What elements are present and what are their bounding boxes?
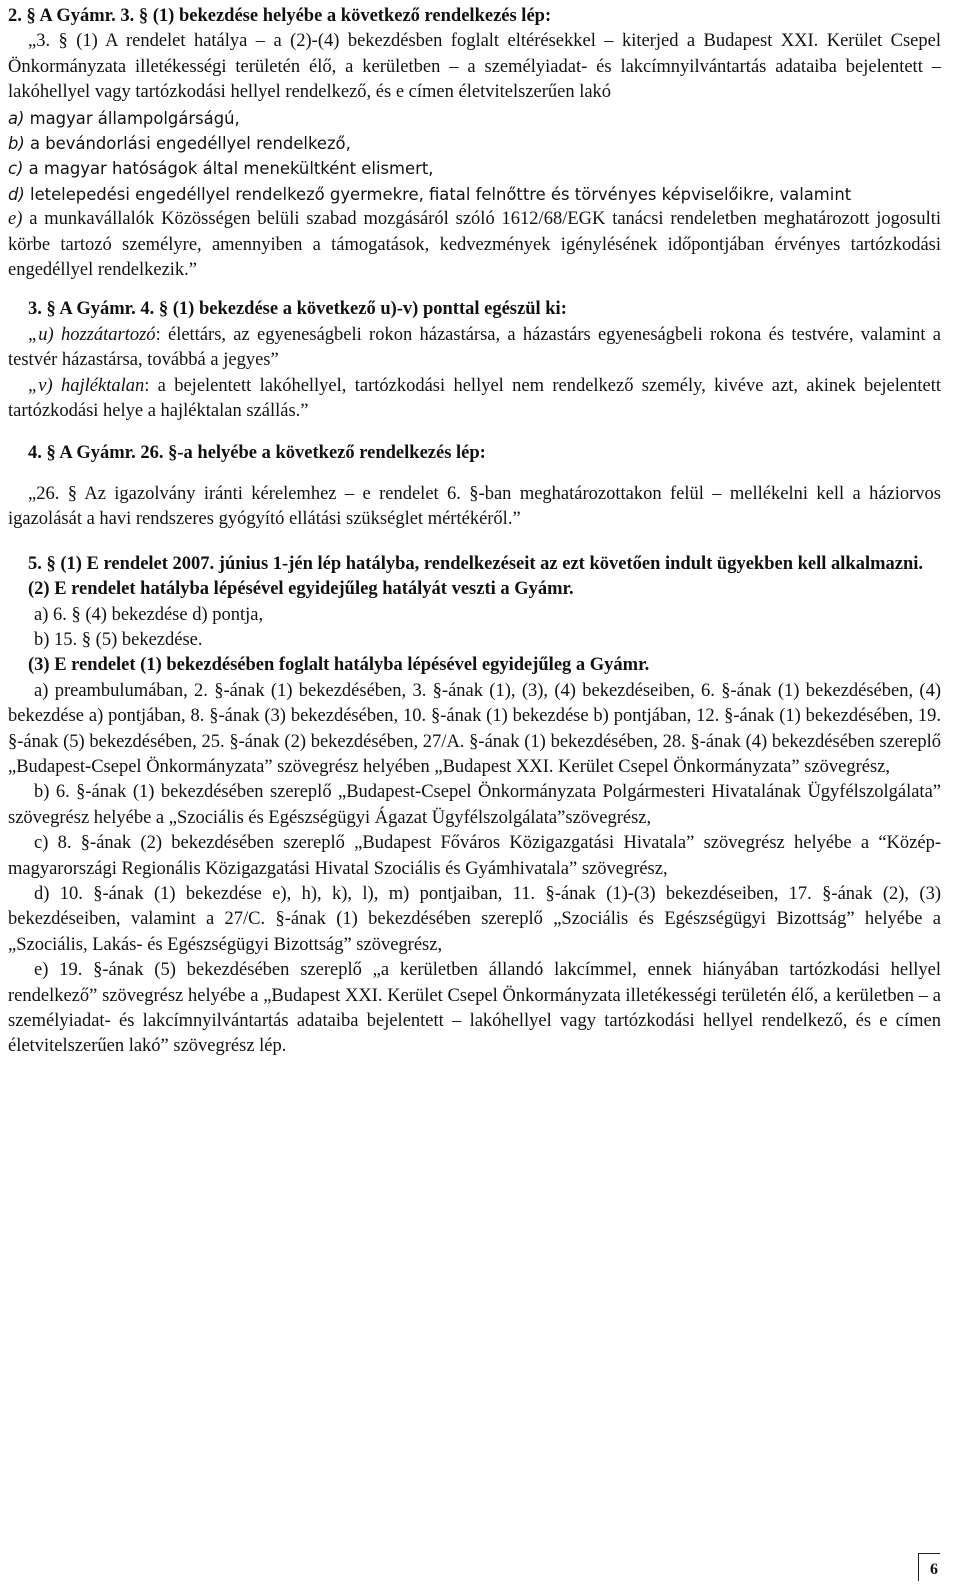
list-item-e: e) a munkavállalók Közösségen belüli szabad mozgásáról szóló 1612/68/EGK tanácsi rendeletben meghatározott jogosulti körbe tartozó személyre, amennyiben a támogatások, kedvezmények igénylésének időpontjában érvényes tartózkodási engedéllyel rendelkezik.”	[8, 209, 941, 281]
list-item-d: d) letelepedési engedéllyel rendelkező gyermekre, fiatal felnőttre és törvényes képviselőikre, valamint	[8, 184, 852, 204]
section-5-sub3: (3) E rendelet (1) bekezdésében foglalt hatályba lépésével egyidejűleg a Gyámr.	[28, 655, 650, 676]
page-number: 6	[918, 1553, 940, 1581]
sub3-item-a: a) preambulumában, 2. §-ának (1) bekezdésében, 3. §-ának (1), (3), (4) bekezdéseiben, 6. §-ának (1) bekezdésében, (4) bekezdése a) pontjában, 8. §-ának (3) bekezdésében, 10. §-ának (1) bekezdése b) pontjában, 12. §-ának (1) bekezdésében, 19. §-ának (5) bekezdésében, 25. §-ának (2) bekezdésében, 27/A. §-ának (1) bekezdésében, 28. §-ának (4) bekezdésében szereplő „Budapest-Csepel Önkormányzata” szövegrész helyében „Budapest XXI. Kerület Csepel Önkormányzata” szövegrész,	[8, 680, 941, 777]
sub2-item-b: b) 15. § (5) bekezdése.	[34, 629, 203, 650]
definition-v: „v) hajléktalan: a bejelentett lakóhellyel, tartózkodási hellyel nem rendelkező személy, kivéve azt, akinek bejelentett tartózkodási helye a hajléktalan szállás.”	[8, 375, 941, 422]
sub2-item-a: a) 6. § (4) bekezdése d) pontja,	[34, 604, 264, 625]
section-2-intro: „3. § (1) A rendelet hatálya – a (2)-(4) bekezdésben foglalt eltérésekkel – kiterjed a Budapest XXI. Kerület Csepel Önkormányzata illetékességi területén élő, a kerületben – a személyiadat- és lakcímnyilvántartás adataiba bejelentett – lakóhellyel vagy tartózkodási hellyel rendelkező, és e címen életvitelszerűen lakó	[8, 31, 941, 103]
section-4-heading: 4. § A Gyámr. 26. §-a helyébe a következő rendelkezés lép:	[28, 442, 486, 463]
sub3-item-e: e) 19. §-ának (5) bekezdésében szereplő „a kerületben állandó lakcímmel, ennek hiányában tartózkodási hellyel rendelkező” szövegrész helyébe a „Budapest XXI. Kerület Csepel Önkormányzata illetékességi területén élő, a kerületben – a személyiadat- és lakcímnyilvántartás adataiba bejelentett – lakóhellyel vagy tartózkodási hellyel rendelkező, és e címen életvitelszerűen lakó” szövegrész lép.	[8, 960, 941, 1057]
list-item-c: c) a magyar hatóságok által menekültként elismert,	[8, 159, 434, 179]
section-2-heading: 2. § A Gyámr. 3. § (1) bekezdése helyébe a következő rendelkezés lép:	[8, 6, 552, 26]
section-3-heading: 3. § A Gyámr. 4. § (1) bekezdése a következő u)-v) ponttal egészül ki:	[28, 299, 567, 320]
sub3-item-d: d) 10. §-ának (1) bekezdése e), h), k), l), m) pontjaiban, 11. §-ának (1)-(3) bekezdéseiben, 17. §-ának (2), (3) bekezdéseiben, valamint a 27/C. §-ának (1) bekezdésében szereplő „Szociális és Egészségügyi Bizottság” helyébe a „Szociális, Lakás- és Egészségügyi Bizottság” szövegrész,	[8, 884, 941, 955]
section-4-body: „26. § Az igazolvány iránti kérelemhez – e rendelet 6. §-ban meghatározottakon felül – mellékelni kell a háziorvos igazolását a havi rendszeres gyógyító ellátási szükséglet mértékéről.”	[8, 483, 941, 530]
section-5-heading: 5. § (1) E rendelet 2007. június 1-jén lép hatályba, rendelkezéseit az ezt követően indult ügyekben kell alkalmazni.	[28, 553, 924, 574]
definition-u: „u) hozzátartozó: élettárs, az egyeneságbeli rokon házastársa, a házastárs egyeneságbeli rokona és testvére, valamint a testvér házastársa, továbbá a jegyes”	[8, 324, 942, 371]
sub3-item-c: c) 8. §-ának (2) bekezdésében szereplő „Budapest Főváros Közigazgatási Hivatala” szövegrész helyébe a “Közép-magyarországi Regionális Közigazgatási Hivatal Szociális és Gyámhivatala” szövegrész,	[8, 833, 941, 879]
section-5-sub2: (2) E rendelet hatályba lépésével egyidejűleg hatályát veszti a Gyámr.	[28, 579, 574, 600]
list-item-b: b) a bevándorlási engedéllyel rendelkező,	[8, 134, 351, 154]
list-item-a: a) magyar állampolgárságú,	[8, 108, 240, 128]
sub3-item-b: b) 6. §-ának (1) bekezdésében szereplő „Budapest-Csepel Önkormányzata Polgármesteri Hivatalának Ügyfélszolgálata” szövegrész helyébe a „Szociális és Egészségügyi Ágazat Ügyfélszolgálata”szövegrész,	[8, 782, 941, 828]
